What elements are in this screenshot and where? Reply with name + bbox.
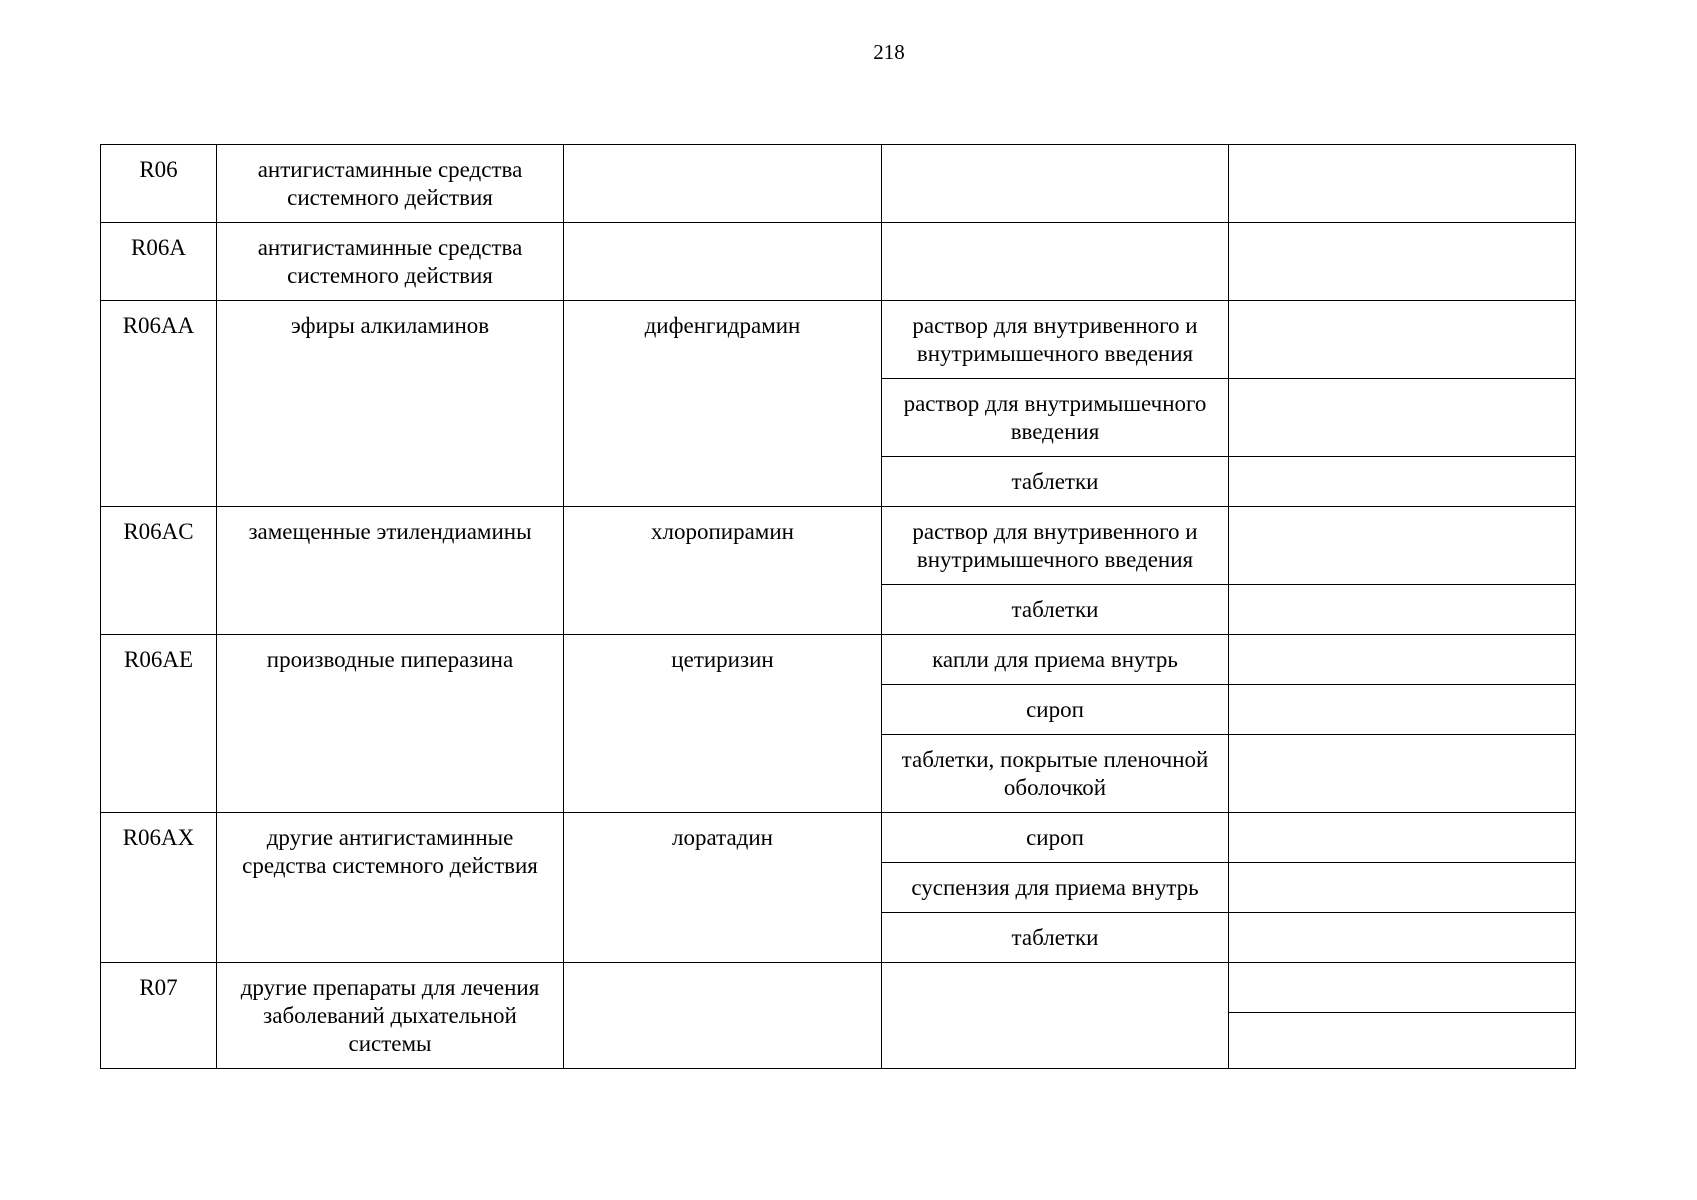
table-row: [101, 301, 1576, 379]
dosage-form-cell: сироп: [882, 685, 1229, 735]
atc-code-cell: R07: [101, 963, 217, 1069]
substance-cell: дифенгидрамин: [564, 301, 882, 507]
dosage-form-cell: таблетки: [882, 913, 1229, 963]
page-number: 218: [873, 40, 905, 64]
substance-cell: [564, 223, 882, 301]
atc-code-cell: R06A: [101, 223, 217, 301]
group-name-cell: антигистаминные средства системного действия: [217, 145, 564, 223]
group-name-cell: замещенные этилендиамины: [217, 507, 564, 635]
dosage-form-cell: таблетки: [882, 585, 1229, 635]
dosage-form-cell: раствор для внутривенного и внутримышечного введения: [882, 301, 1229, 379]
extra-cell: [1229, 813, 1576, 863]
dosage-form-cell: таблетки, покрытые пленочной оболочкой: [882, 735, 1229, 813]
extra-cell: [1229, 735, 1576, 813]
atc-code-cell: R06: [101, 145, 217, 223]
atc-code-cell: R06AX: [101, 813, 217, 963]
group-name-cell: антигистаминные средства системного действия: [217, 223, 564, 301]
extra-cell: [1229, 145, 1576, 223]
substance-cell: лоратадин: [564, 813, 882, 963]
dosage-form-cell: раствор для внутримышечного введения: [882, 379, 1229, 457]
extra-cell: [1229, 863, 1576, 913]
extra-cell: [1229, 507, 1576, 585]
group-name-cell: эфиры алкиламинов: [217, 301, 564, 507]
substance-cell: [564, 963, 882, 1069]
dosage-form-cell: суспензия для приема внутрь: [882, 863, 1229, 913]
atc-code-cell: R06AA: [101, 301, 217, 507]
substance-cell: цетиризин: [564, 635, 882, 813]
table-row: [101, 507, 1576, 585]
dosage-form-cell: [882, 963, 1229, 1069]
extra-cell: [1229, 685, 1576, 735]
extra-cell: [1229, 223, 1576, 301]
group-name-cell: производные пиперазина: [217, 635, 564, 813]
drug-classification-table: [100, 144, 1576, 1069]
substance-cell: хлоропирамин: [564, 507, 882, 635]
extra-cell: [1229, 913, 1576, 963]
table-row: [101, 813, 1576, 863]
dosage-form-cell: сироп: [882, 813, 1229, 863]
extra-cell: [1229, 1013, 1576, 1069]
group-name-cell: другие препараты для лечения заболеваний дыхательной системы: [217, 963, 564, 1069]
dosage-form-cell: таблетки: [882, 457, 1229, 507]
atc-code-cell: R06AE: [101, 635, 217, 813]
table-row: [101, 963, 1576, 1013]
extra-cell: [1229, 585, 1576, 635]
table-row: [101, 145, 1576, 223]
dosage-form-cell: [882, 145, 1229, 223]
dosage-form-cell: [882, 223, 1229, 301]
dosage-form-cell: капли для приема внутрь: [882, 635, 1229, 685]
substance-cell: [564, 145, 882, 223]
table-row: [101, 223, 1576, 301]
extra-cell: [1229, 963, 1576, 1013]
atc-code-cell: R06AC: [101, 507, 217, 635]
group-name-cell: другие антигистаминные средства системного действия: [217, 813, 564, 963]
extra-cell: [1229, 635, 1576, 685]
extra-cell: [1229, 379, 1576, 457]
table-row: [101, 635, 1576, 685]
extra-cell: [1229, 457, 1576, 507]
extra-cell: [1229, 301, 1576, 379]
dosage-form-cell: раствор для внутривенного и внутримышечного введения: [882, 507, 1229, 585]
